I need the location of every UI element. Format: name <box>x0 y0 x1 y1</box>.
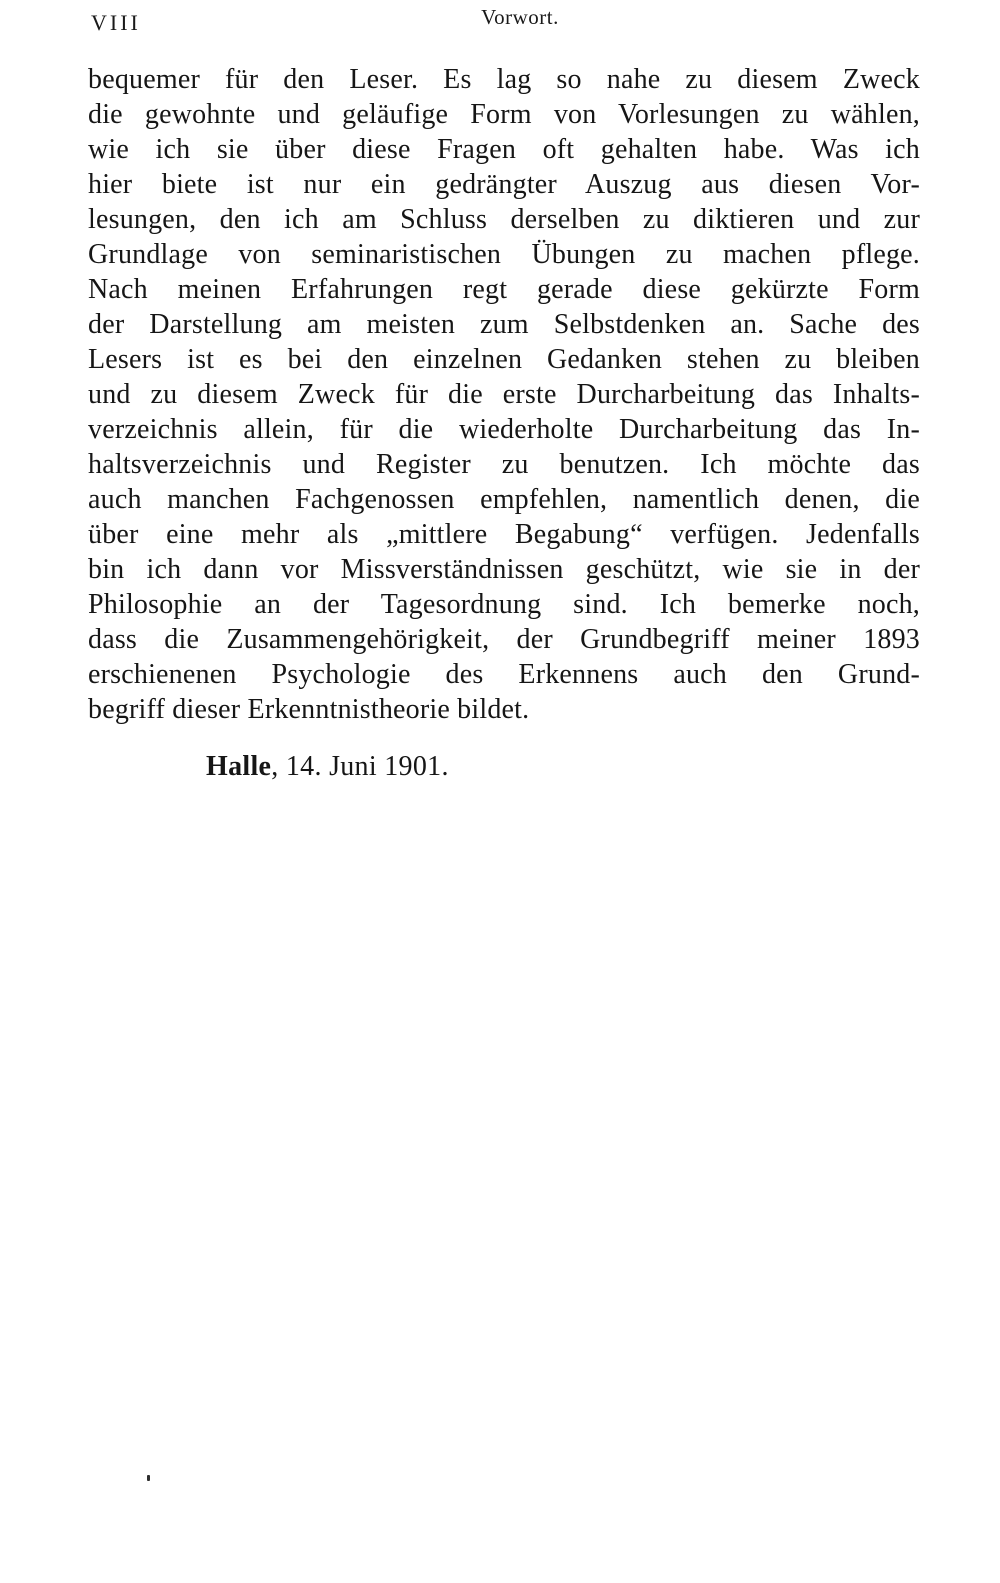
text-line: über eine mehr als „mittlere Begabung“ verfügen. Jedenfalls <box>88 519 920 550</box>
text-line: bequemer für den Leser. Es lag so nahe zu diesem Zweck <box>88 64 920 95</box>
page-number: VIII <box>91 10 141 35</box>
dateline <box>206 751 449 783</box>
text-line: erschienenen Psychologie des Erkennens auch den Grund- <box>88 659 920 690</box>
scan-speck-artifact <box>147 1475 150 1481</box>
text-line: haltsverzeichnis und Register zu benutzen. Ich möchte das <box>88 449 920 480</box>
dateline-date: , 14. Juni 1901. <box>271 751 449 782</box>
text-line: wie ich sie über diese Fragen oft gehalten habe. Was ich <box>88 134 920 165</box>
text-line: der Darstellung am meisten zum Selbstdenken an. Sache des <box>88 309 920 340</box>
text-line: Grundlage von seminaristischen Übungen zu machen pflege. <box>88 239 920 270</box>
preface-paragraph <box>88 62 920 727</box>
text-line: und zu diesem Zweck für die erste Durcharbeitung das Inhalts- <box>88 379 920 410</box>
dateline-place: Halle <box>206 751 272 782</box>
text-line: Nach meinen Erfahrungen regt gerade diese gekürzte Form <box>88 274 920 305</box>
text-line: verzeichnis allein, für die wiederholte Durcharbeitung das In- <box>88 414 920 445</box>
text-line: auch manchen Fachgenossen empfehlen, namentlich denen, die <box>88 484 920 515</box>
text-line: hier biete ist nur ein gedrängter Auszug aus diesen Vor- <box>88 169 920 200</box>
text-line: die gewohnte und geläufige Form von Vorlesungen zu wählen, <box>88 99 920 130</box>
text-line: Lesers ist es bei den einzelnen Gedanken stehen zu bleiben <box>88 344 920 375</box>
text-line: lesungen, den ich am Schluss derselben zu diktieren und zur <box>88 204 920 235</box>
text-line: begriff dieser Erkenntnistheorie bildet. <box>88 694 530 725</box>
text-line: bin ich dann vor Missverständnissen geschützt, wie sie in der <box>88 554 920 585</box>
running-title: Vorwort. <box>481 5 559 29</box>
running-header <box>0 4 1000 38</box>
text-line: dass die Zusammengehörigkeit, der Grundbegriff meiner 1893 <box>88 624 920 655</box>
text-line: Philosophie an der Tagesordnung sind. Ich bemerke noch, <box>88 589 920 620</box>
